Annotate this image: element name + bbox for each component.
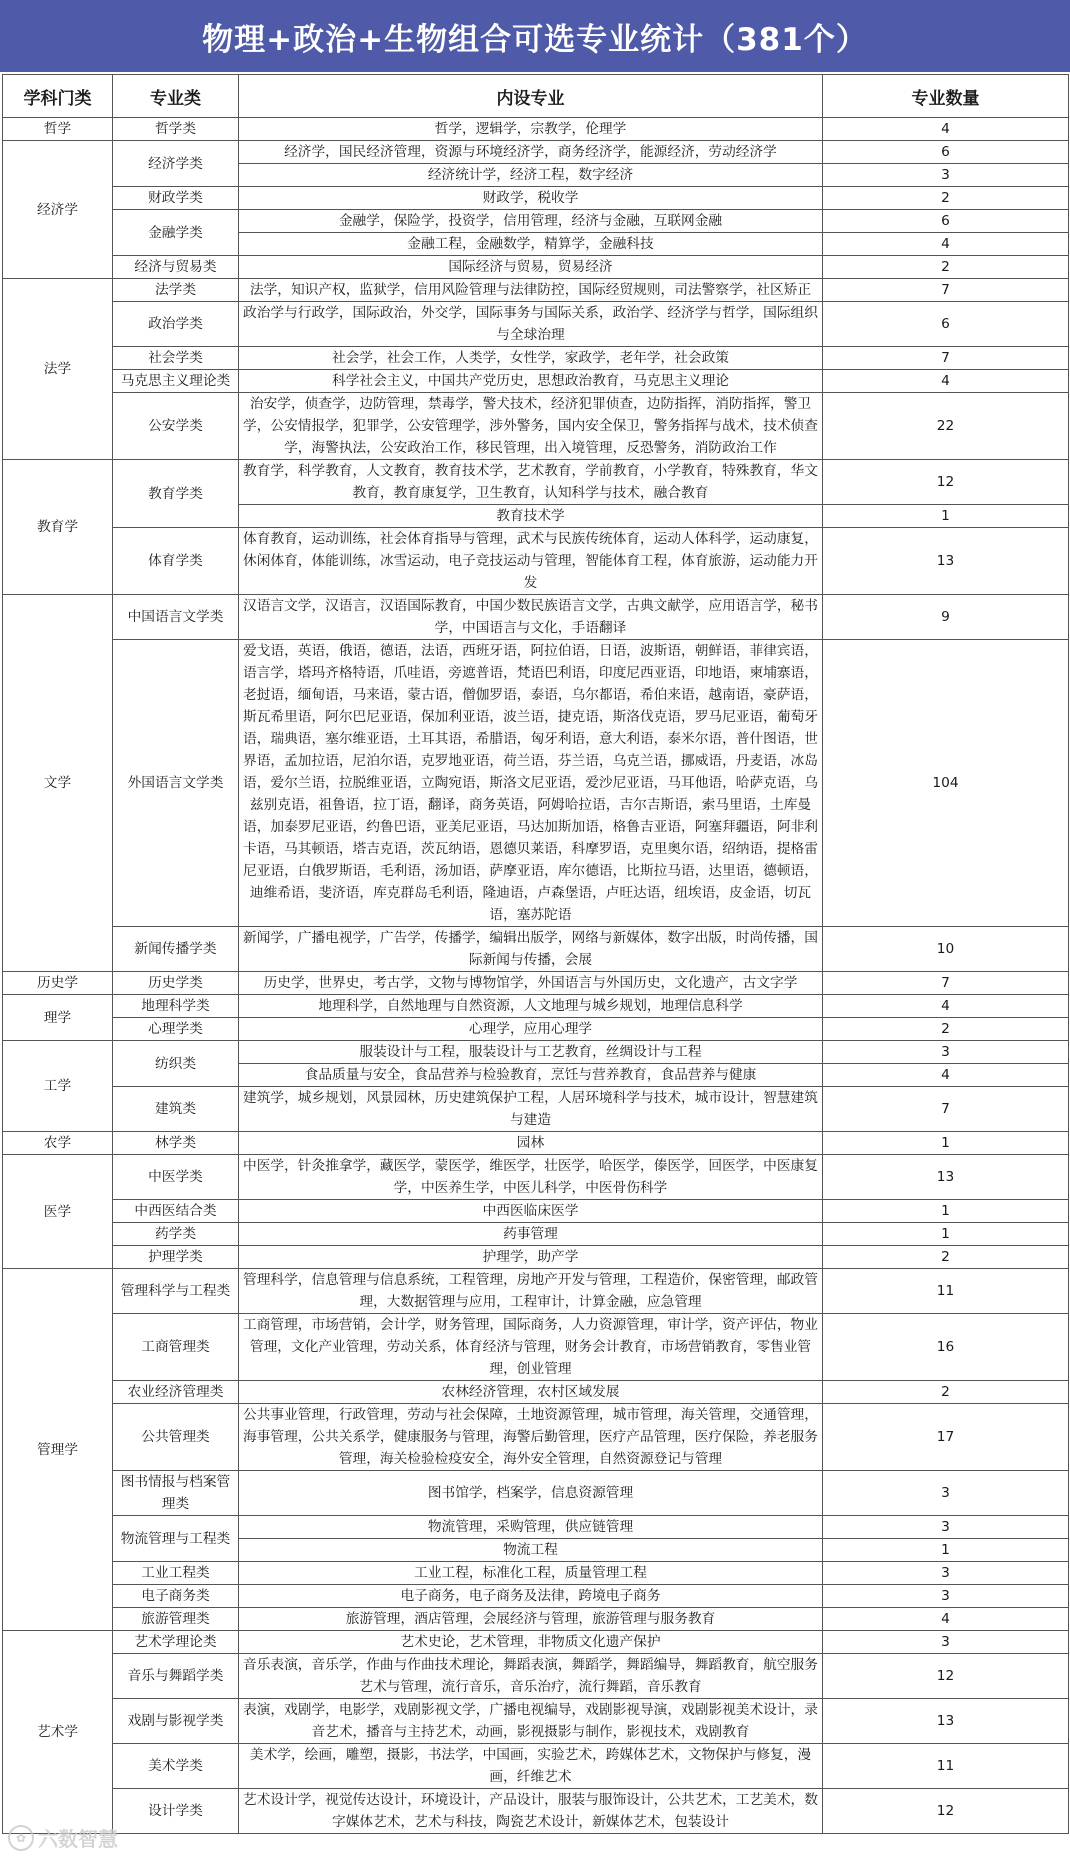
discipline-cell: 法学 [3, 279, 113, 460]
category-cell: 地理科学类 [113, 995, 239, 1018]
table-row [3, 1132, 1069, 1155]
count-cell: 9 [823, 595, 1069, 640]
count-cell: 7 [823, 972, 1069, 995]
majors-cell: 教育技术学 [239, 505, 823, 528]
category-cell: 工业工程类 [113, 1562, 239, 1585]
majors-cell: 管理科学，信息管理与信息系统，工程管理，房地产开发与管理，工程造价，保密管理，邮政管理，大数据管理与应用，工程审计，计算金融，应急管理 [239, 1269, 823, 1314]
count-cell: 13 [823, 1699, 1069, 1744]
majors-cell: 新闻学，广播电视学，广告学，传播学，编辑出版学，网络与新媒体，数字出版，时尚传播，国际新闻与传播，会展 [239, 927, 823, 972]
discipline-cell: 医学 [3, 1155, 113, 1269]
category-cell: 护理学类 [113, 1246, 239, 1269]
count-cell: 4 [823, 995, 1069, 1018]
count-cell: 22 [823, 393, 1069, 460]
count-cell: 12 [823, 1654, 1069, 1699]
discipline-cell: 农学 [3, 1132, 113, 1155]
table-row [3, 1562, 1069, 1585]
table-row [3, 118, 1069, 141]
table-row [3, 972, 1069, 995]
count-cell: 12 [823, 460, 1069, 505]
count-cell: 16 [823, 1314, 1069, 1381]
count-cell: 104 [823, 640, 1069, 927]
table-row [3, 1631, 1069, 1654]
count-cell: 4 [823, 1608, 1069, 1631]
category-cell: 外国语言文学类 [113, 640, 239, 927]
table-row [3, 1223, 1069, 1246]
count-cell: 13 [823, 528, 1069, 595]
table-row [3, 393, 1069, 460]
majors-cell: 汉语言文学，汉语言，汉语国际教育，中国少数民族语言文学，古典文献学，应用语言学，秘书学，中国语言与文化，手语翻译 [239, 595, 823, 640]
table-row [3, 1789, 1069, 1834]
majors-cell: 美术学，绘画，雕塑，摄影，书法学，中国画，实验艺术，跨媒体艺术，文物保护与修复，漫画，纤维艺术 [239, 1744, 823, 1789]
count-cell: 1 [823, 1223, 1069, 1246]
discipline-cell: 文学 [3, 595, 113, 972]
category-cell: 历史学类 [113, 972, 239, 995]
majors-cell: 公共事业管理，行政管理，劳动与社会保障，土地资源管理，城市管理，海关管理，交通管理，海事管理，公共关系学，健康服务与管理，海警后勤管理，医疗产品管理，医疗保险，养老服务管理，海关检验检疫安全，海外安全管理，自然资源登记与管理 [239, 1404, 823, 1471]
category-cell: 药学类 [113, 1223, 239, 1246]
category-cell: 公共管理类 [113, 1404, 239, 1471]
header-majors: 内设专业 [239, 75, 823, 118]
majors-cell: 体育教育，运动训练，社会体育指导与管理，武术与民族传统体育，运动人体科学，运动康复，休闲体育，体能训练，冰雪运动，电子竞技运动与管理，智能体育工程，体育旅游，运动能力开发 [239, 528, 823, 595]
discipline-cell: 艺术学 [3, 1631, 113, 1834]
category-cell: 中国语言文学类 [113, 595, 239, 640]
table-row [3, 1585, 1069, 1608]
majors-cell: 经济学，国民经济管理，资源与环境经济学，商务经济学，能源经济，劳动经济学 [239, 141, 823, 164]
discipline-cell: 工学 [3, 1041, 113, 1132]
table-row [3, 210, 1069, 233]
majors-cell: 表演，戏剧学，电影学，戏剧影视文学，广播电视编导，戏剧影视导演，戏剧影视美术设计，录音艺术，播音与主持艺术，动画，影视摄影与制作，影视技术，戏剧教育 [239, 1699, 823, 1744]
majors-cell: 农林经济管理，农村区域发展 [239, 1381, 823, 1404]
category-cell: 哲学类 [113, 118, 239, 141]
majors-cell: 国际经济与贸易，贸易经济 [239, 256, 823, 279]
category-cell: 图书情报与档案管理类 [113, 1471, 239, 1516]
count-cell: 17 [823, 1404, 1069, 1471]
watermark-logo-icon: ✿ [8, 1825, 34, 1851]
table-row [3, 460, 1069, 505]
count-cell: 2 [823, 1246, 1069, 1269]
category-cell: 农业经济管理类 [113, 1381, 239, 1404]
category-cell: 建筑类 [113, 1087, 239, 1132]
category-cell: 戏剧与影视学类 [113, 1699, 239, 1744]
table-row [3, 1087, 1069, 1132]
count-cell: 4 [823, 370, 1069, 393]
majors-cell: 中医学，针灸推拿学，藏医学，蒙医学，维医学，壮医学，哈医学，傣医学，回医学，中医康复学，中医养生学，中医儿科学，中医骨伤科学 [239, 1155, 823, 1200]
majors-cell: 物流工程 [239, 1539, 823, 1562]
discipline-cell: 经济学 [3, 141, 113, 279]
category-cell: 经济与贸易类 [113, 256, 239, 279]
discipline-cell: 管理学 [3, 1269, 113, 1631]
table-row [3, 1269, 1069, 1314]
discipline-cell: 历史学 [3, 972, 113, 995]
count-cell: 13 [823, 1155, 1069, 1200]
count-cell: 4 [823, 1064, 1069, 1087]
count-cell: 1 [823, 1132, 1069, 1155]
table-header-row [3, 75, 1069, 118]
count-cell: 12 [823, 1789, 1069, 1834]
table-row [3, 1404, 1069, 1471]
table-row [3, 1654, 1069, 1699]
majors-cell: 法学，知识产权，监狱学，信用风险管理与法律防控，国际经贸规则，司法警察学，社区矫正 [239, 279, 823, 302]
table-row [3, 1381, 1069, 1404]
category-cell: 财政学类 [113, 187, 239, 210]
majors-cell: 心理学，应用心理学 [239, 1018, 823, 1041]
category-cell: 设计学类 [113, 1789, 239, 1834]
category-cell: 艺术学理论类 [113, 1631, 239, 1654]
table-row [3, 1246, 1069, 1269]
category-cell: 心理学类 [113, 1018, 239, 1041]
table-row [3, 1041, 1069, 1064]
count-cell: 1 [823, 1539, 1069, 1562]
table-row [3, 1699, 1069, 1744]
count-cell: 1 [823, 1200, 1069, 1223]
majors-cell: 服装设计与工程，服装设计与工艺教育，丝绸设计与工程 [239, 1041, 823, 1064]
table-row [3, 1018, 1069, 1041]
count-cell: 11 [823, 1269, 1069, 1314]
majors-cell: 治安学，侦查学，边防管理，禁毒学，警犬技术，经济犯罪侦查，边防指挥，消防指挥，警卫学，公安情报学，犯罪学，公安管理学，涉外警务，国内安全保卫，警务指挥与战术，技术侦查学，海警执法，公安政治工作，移民管理，出入境管理，反恐警务，消防政治工作 [239, 393, 823, 460]
category-cell: 美术学类 [113, 1744, 239, 1789]
category-cell: 中医学类 [113, 1155, 239, 1200]
table-row [3, 1516, 1069, 1539]
majors-cell: 工商管理，市场营销，会计学，财务管理，国际商务，人力资源管理，审计学，资产评估，物业管理，文化产业管理，劳动关系，体育经济与管理，财务会计教育，市场营销教育，零售业管理，创业管理 [239, 1314, 823, 1381]
count-cell: 6 [823, 302, 1069, 347]
table-row [3, 528, 1069, 595]
majors-cell: 金融工程，金融数学，精算学，金融科技 [239, 233, 823, 256]
majors-cell: 旅游管理，酒店管理，会展经济与管理，旅游管理与服务教育 [239, 1608, 823, 1631]
majors-cell: 哲学，逻辑学，宗教学，伦理学 [239, 118, 823, 141]
count-cell: 7 [823, 279, 1069, 302]
table-row [3, 279, 1069, 302]
count-cell: 3 [823, 1585, 1069, 1608]
majors-cell: 护理学，助产学 [239, 1246, 823, 1269]
majors-cell: 经济统计学，经济工程，数字经济 [239, 164, 823, 187]
count-cell: 3 [823, 1041, 1069, 1064]
category-cell: 林学类 [113, 1132, 239, 1155]
table-row [3, 1471, 1069, 1516]
majors-cell: 中西医临床医学 [239, 1200, 823, 1223]
majors-cell: 财政学，税收学 [239, 187, 823, 210]
count-cell: 7 [823, 347, 1069, 370]
page-title: 物理+政治+生物组合可选专业统计（381个） [202, 21, 868, 58]
category-cell: 体育学类 [113, 528, 239, 595]
count-cell: 3 [823, 1516, 1069, 1539]
count-cell: 6 [823, 210, 1069, 233]
majors-cell: 艺术设计学，视觉传达设计，环境设计，产品设计，服装与服饰设计，公共艺术，工艺美术，数字媒体艺术，艺术与科技，陶瓷艺术设计，新媒体艺术，包装设计 [239, 1789, 823, 1834]
majors-cell: 园林 [239, 1132, 823, 1155]
table-row [3, 141, 1069, 164]
count-cell: 3 [823, 164, 1069, 187]
majors-cell: 药事管理 [239, 1223, 823, 1246]
table-row [3, 995, 1069, 1018]
category-cell: 马克思主义理论类 [113, 370, 239, 393]
header-count: 专业数量 [823, 75, 1069, 118]
count-cell: 3 [823, 1471, 1069, 1516]
discipline-cell: 教育学 [3, 460, 113, 595]
category-cell: 管理科学与工程类 [113, 1269, 239, 1314]
category-cell: 音乐与舞蹈学类 [113, 1654, 239, 1699]
header-discipline: 学科门类 [3, 75, 113, 118]
category-cell: 新闻传播学类 [113, 927, 239, 972]
count-cell: 3 [823, 1631, 1069, 1654]
watermark [8, 1823, 118, 1852]
table-row [3, 595, 1069, 640]
majors-cell: 政治学与行政学，国际政治，外交学，国际事务与国际关系，政治学、经济学与哲学，国际组织与全球治理 [239, 302, 823, 347]
count-cell: 4 [823, 118, 1069, 141]
table-body [3, 118, 1069, 1834]
count-cell: 7 [823, 1087, 1069, 1132]
majors-cell: 物流管理，采购管理，供应链管理 [239, 1516, 823, 1539]
category-cell: 纺织类 [113, 1041, 239, 1087]
table-row [3, 347, 1069, 370]
majors-cell: 建筑学，城乡规划，风景园林，历史建筑保护工程，人居环境科学与技术，城市设计，智慧建筑与建造 [239, 1087, 823, 1132]
category-cell: 社会学类 [113, 347, 239, 370]
majors-cell: 科学社会主义，中国共产党历史，思想政治教育，马克思主义理论 [239, 370, 823, 393]
count-cell: 3 [823, 1562, 1069, 1585]
table-row [3, 1200, 1069, 1223]
table-row [3, 1155, 1069, 1200]
table-row [3, 640, 1069, 927]
category-cell: 中西医结合类 [113, 1200, 239, 1223]
table-row [3, 1608, 1069, 1631]
majors-cell: 地理科学，自然地理与自然资源，人文地理与城乡规划，地理信息科学 [239, 995, 823, 1018]
majors-cell: 电子商务，电子商务及法律，跨境电子商务 [239, 1585, 823, 1608]
page-title-banner [0, 0, 1070, 72]
discipline-cell: 理学 [3, 995, 113, 1041]
count-cell: 2 [823, 256, 1069, 279]
table-row [3, 1744, 1069, 1789]
count-cell: 2 [823, 187, 1069, 210]
category-cell: 金融学类 [113, 210, 239, 256]
category-cell: 教育学类 [113, 460, 239, 528]
majors-cell: 音乐表演，音乐学，作曲与作曲技术理论，舞蹈表演，舞蹈学，舞蹈编导，舞蹈教育，航空服务艺术与管理，流行音乐，音乐治疗，流行舞蹈，音乐教育 [239, 1654, 823, 1699]
count-cell: 6 [823, 141, 1069, 164]
table-row [3, 302, 1069, 347]
table-row [3, 927, 1069, 972]
majors-cell: 艺术史论，艺术管理，非物质文化遗产保护 [239, 1631, 823, 1654]
category-cell: 政治学类 [113, 302, 239, 347]
majors-cell: 教育学，科学教育，人文教育，教育技术学，艺术教育，学前教育，小学教育，特殊教育，华文教育，教育康复学，卫生教育，认知科学与技术，融合教育 [239, 460, 823, 505]
category-cell: 法学类 [113, 279, 239, 302]
majors-cell: 金融学，保险学，投资学，信用管理，经济与金融，互联网金融 [239, 210, 823, 233]
majors-cell: 爱戈语，英语，俄语，德语，法语，西班牙语，阿拉伯语，日语，波斯语，朝鲜语，菲律宾语，语言学，塔玛齐格特语，爪哇语，旁遮普语，梵语巴利语，印度尼西亚语，印地语，柬埔寨语，老挝语，缅甸语，马来语，蒙古语，僧伽罗语，泰语，乌尔都语，希伯来语，越南语，豪萨语，斯瓦希里语，阿尔巴尼亚语，保加利亚语，波兰语，捷克语，斯洛伐克语，罗马尼亚语，葡萄牙语，瑞典语，塞尔维亚语，土耳其语，希腊语，匈牙利语，意大利语，泰米尔语，普什图语，世界语，孟加拉语，尼泊尔语，克罗地亚语，荷兰语，芬兰语，乌克兰语，挪威语，丹麦语，冰岛语，爱尔兰语，拉脱维亚语，立陶宛语，斯洛文尼亚语，爱沙尼亚语，马耳他语，哈萨克语，乌兹别克语，祖鲁语，拉丁语，翻译，商务英语，阿姆哈拉语，吉尔吉斯语，索马里语，土库曼语，加泰罗尼亚语，约鲁巴语，亚美尼亚语，马达加斯加语，格鲁吉亚语，阿塞拜疆语，阿非利卡语，马其顿语，塔吉克语，茨瓦纳语，恩德贝莱语，科摩罗语，克里奥尔语，绍纳语，提格雷尼亚语，白俄罗斯语，毛利语，汤加语，萨摩亚语，库尔德语，比斯拉马语，达里语，德顿语，迪维希语，斐济语，库克群岛毛利语，隆迪语，卢森堡语，卢旺达语，纽埃语，皮金语，切瓦语，塞苏陀语 [239, 640, 823, 927]
majors-cell: 社会学，社会工作，人类学，女性学，家政学，老年学，社会政策 [239, 347, 823, 370]
category-cell: 经济学类 [113, 141, 239, 187]
watermark-text: 六数智慧 [38, 1827, 118, 1851]
category-cell: 旅游管理类 [113, 1608, 239, 1631]
majors-cell: 食品质量与安全，食品营养与检验教育，烹饪与营养教育，食品营养与健康 [239, 1064, 823, 1087]
table-row [3, 1314, 1069, 1381]
category-cell: 公安学类 [113, 393, 239, 460]
major-statistics-table [2, 74, 1069, 1834]
category-cell: 物流管理与工程类 [113, 1516, 239, 1562]
count-cell: 10 [823, 927, 1069, 972]
majors-cell: 图书馆学，档案学，信息资源管理 [239, 1471, 823, 1516]
count-cell: 2 [823, 1381, 1069, 1404]
majors-cell: 工业工程，标准化工程，质量管理工程 [239, 1562, 823, 1585]
header-category: 专业类 [113, 75, 239, 118]
category-cell: 电子商务类 [113, 1585, 239, 1608]
count-cell: 11 [823, 1744, 1069, 1789]
count-cell: 1 [823, 505, 1069, 528]
table-row [3, 187, 1069, 210]
category-cell: 工商管理类 [113, 1314, 239, 1381]
table-row [3, 370, 1069, 393]
majors-cell: 历史学，世界史，考古学，文物与博物馆学，外国语言与外国历史，文化遗产，古文字学 [239, 972, 823, 995]
discipline-cell: 哲学 [3, 118, 113, 141]
count-cell: 4 [823, 233, 1069, 256]
table-row [3, 256, 1069, 279]
count-cell: 2 [823, 1018, 1069, 1041]
